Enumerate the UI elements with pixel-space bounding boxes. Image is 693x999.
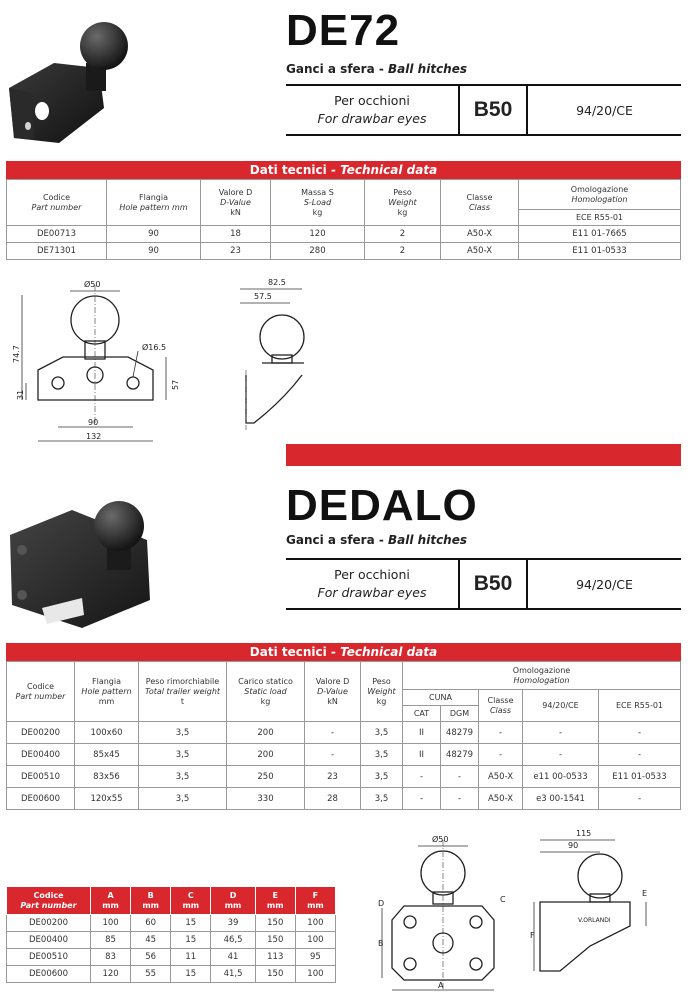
de72-spec-box — [286, 84, 681, 136]
de72-th-ece: ECE R55-01 — [519, 210, 681, 226]
header-label: Classe — [466, 192, 493, 202]
table-cell: 100x60 — [75, 722, 139, 744]
dedalo-dim-d: D — [378, 899, 385, 908]
dedalo-th-static — [227, 662, 305, 722]
header-label: D — [229, 890, 237, 900]
table-cell: 200 — [227, 744, 305, 766]
header-label: Homologation — [571, 194, 628, 204]
de72-dim-ball: Ø50 — [84, 280, 101, 289]
header-label: mm — [98, 696, 115, 706]
de72-spec-class: B50 — [458, 86, 528, 134]
header-label: Part number — [20, 900, 77, 910]
dims-th-code — [7, 887, 91, 915]
table-cell: 23 — [305, 766, 361, 788]
table-cell: 250 — [227, 766, 305, 788]
dedalo-dim-e: E — [642, 889, 648, 898]
dedalo-th-class — [479, 690, 523, 722]
table-cell: - — [403, 766, 441, 788]
table-cell: 18 — [201, 226, 271, 243]
de72-table-title-it: Dati tecnici - — [249, 163, 341, 177]
table-row — [7, 949, 336, 966]
header-label: mm — [307, 900, 324, 910]
header-label: mm — [182, 900, 200, 910]
table-cell: - — [479, 744, 523, 766]
dedalo-th-trailer — [139, 662, 227, 722]
table-cell: 150 — [255, 966, 295, 983]
de72-tech-table — [6, 161, 681, 260]
de72-spec-directive: 94/20/CE — [576, 102, 633, 118]
table-cell: 95 — [295, 949, 335, 966]
table-cell: 280 — [271, 243, 365, 260]
dims-table — [6, 886, 336, 983]
dedalo-dim-ball: Ø50 — [432, 835, 449, 844]
table-cell: 3,5 — [361, 788, 403, 810]
table-cell: 46,5 — [211, 932, 255, 949]
de72-dim-w1: 90 — [88, 418, 99, 427]
dedalo-table-title-it: Dati tecnici - — [249, 645, 341, 659]
dims-th-f — [295, 887, 335, 915]
dedalo-brand: V.ORLANDI — [578, 917, 611, 924]
table-cell: 120 — [91, 966, 131, 983]
table-cell: 48279 — [441, 722, 479, 744]
dims-th-d — [211, 887, 255, 915]
table-cell: 60 — [131, 915, 171, 932]
header-label: kN — [327, 696, 338, 706]
dedalo-drawing-front — [376, 828, 526, 996]
header-label: D-Value — [220, 197, 251, 207]
table-cell: 3,5 — [361, 744, 403, 766]
de72-dim-s2: 57.5 — [254, 292, 272, 301]
table-cell: e3 00-1541 — [523, 788, 599, 810]
de72-drawing-side — [232, 275, 332, 435]
table-cell: 83x56 — [75, 766, 139, 788]
header-label: Total trailer weight — [144, 686, 221, 696]
table-cell: - — [305, 744, 361, 766]
dedalo-dim-s2: 90 — [568, 841, 579, 850]
table-cell: 100 — [295, 966, 335, 983]
de72-table — [6, 179, 681, 260]
table-cell: 23 — [201, 243, 271, 260]
table-cell: DE00510 — [7, 766, 75, 788]
header-label: B — [147, 890, 154, 900]
table-cell: 3,5 — [361, 722, 403, 744]
header-label: Codice — [26, 681, 55, 691]
de72-product-photo — [4, 8, 154, 148]
dedalo-spec-en: For drawbar eyes — [317, 585, 427, 600]
dedalo-th-dgm: DGM — [441, 706, 479, 722]
table-cell: 55 — [131, 966, 171, 983]
header-label: mm — [142, 900, 160, 910]
dedalo-subtitle-en: Ball hitches — [388, 533, 468, 547]
dedalo-th-dval — [305, 662, 361, 722]
header-label: kg — [376, 696, 387, 706]
dims-th-e — [255, 887, 295, 915]
header-label: Omologazione — [570, 184, 629, 194]
table-row — [7, 226, 681, 243]
table-cell: 150 — [255, 915, 295, 932]
table-cell: A50-X — [441, 226, 519, 243]
dedalo-dim-a: A — [438, 981, 444, 990]
header-label: Massa S — [301, 187, 334, 197]
table-cell: 2 — [365, 243, 441, 260]
header-label: Flangia — [139, 192, 168, 202]
header-label: Weight — [388, 197, 417, 207]
header-label: Class — [468, 202, 491, 212]
dedalo-th-dir: 94/20/CE — [523, 690, 599, 722]
table-cell: 45 — [131, 932, 171, 949]
header-label: Carico statico — [238, 676, 293, 686]
de72-dim-hole: Ø16.5 — [142, 343, 167, 352]
dedalo-th-homol — [403, 662, 681, 690]
table-cell: 56 — [131, 949, 171, 966]
header-label: kg — [397, 207, 408, 217]
table-cell: - — [441, 788, 479, 810]
de72-th-dval — [201, 180, 271, 226]
table-cell: 41 — [211, 949, 255, 966]
header-label: Codice — [42, 192, 71, 202]
table-cell: 2 — [365, 226, 441, 243]
dedalo-dims-table — [6, 886, 336, 983]
table-cell: E11 01-0533 — [519, 243, 681, 260]
table-cell: - — [523, 744, 599, 766]
table-cell: II — [403, 722, 441, 744]
dedalo-spec-eyes — [286, 560, 458, 608]
header-label: Classe — [487, 695, 514, 705]
table-cell: A50-X — [479, 788, 523, 810]
table-cell: 15 — [171, 932, 211, 949]
de72-spec-en: For drawbar eyes — [317, 111, 427, 126]
de72-spec-it: Per occhioni — [334, 93, 410, 108]
dedalo-spec-it: Per occhioni — [334, 567, 410, 582]
table-cell: 90 — [107, 226, 201, 243]
table-cell: E11 01-7665 — [519, 226, 681, 243]
table-cell: 330 — [227, 788, 305, 810]
header-label: Omologazione — [512, 665, 571, 675]
table-cell: DE71301 — [7, 243, 107, 260]
dedalo-dim-b: B — [378, 939, 384, 948]
header-label: Homologation — [513, 675, 570, 685]
dedalo-table-banner — [6, 643, 681, 661]
table-cell: 3,5 — [139, 744, 227, 766]
table-cell: DE00600 — [7, 966, 91, 983]
de72-dim-h3: 57 — [171, 379, 180, 390]
dedalo-table — [6, 661, 681, 810]
header-label: D-Value — [317, 686, 348, 696]
table-cell: 39 — [211, 915, 255, 932]
table-cell: 100 — [91, 915, 131, 932]
header-label: A — [107, 890, 114, 900]
table-cell: 41,5 — [211, 966, 255, 983]
table-cell: - — [305, 722, 361, 744]
table-cell: - — [599, 788, 681, 810]
de72-th-code — [7, 180, 107, 226]
dedalo-th-flange — [75, 662, 139, 722]
header-label: mm — [102, 900, 119, 910]
table-cell: II — [403, 744, 441, 766]
dedalo-th-ece: ECE R55-01 — [599, 690, 681, 722]
de72-dim-h1: 74.7 — [12, 345, 21, 363]
table-cell: - — [599, 744, 681, 766]
table-row — [7, 915, 336, 932]
table-cell: A50-X — [479, 766, 523, 788]
dedalo-table-title-en: Technical data — [340, 645, 438, 659]
header-label: kg — [260, 696, 271, 706]
table-cell: DE00713 — [7, 226, 107, 243]
table-cell: 100 — [295, 915, 335, 932]
de72-drawing-front — [8, 275, 188, 450]
header-label: Peso — [393, 187, 412, 197]
table-cell: DE00510 — [7, 949, 91, 966]
header-label: Valore D — [218, 187, 253, 197]
header-label: Peso rimorchiabile — [145, 676, 220, 686]
table-cell: DE00400 — [7, 932, 91, 949]
de72-subtitle — [286, 62, 467, 76]
dedalo-subtitle-it: Ganci a sfera - — [286, 533, 389, 547]
table-cell: - — [403, 788, 441, 810]
table-cell: DE00400 — [7, 744, 75, 766]
header-label: Flangia — [92, 676, 121, 686]
header-label: E — [272, 890, 278, 900]
dedalo-tech-table — [6, 643, 681, 810]
header-label: Peso — [372, 676, 391, 686]
header-label: kg — [312, 207, 323, 217]
header-label: Static load — [244, 686, 287, 696]
table-cell: - — [441, 766, 479, 788]
table-cell: 3,5 — [139, 788, 227, 810]
dedalo-th-cuna: CUNA — [403, 690, 479, 706]
dedalo-dim-s1: 115 — [576, 829, 592, 838]
section-divider — [286, 444, 681, 466]
header-label: mm — [266, 900, 284, 910]
table-row — [7, 788, 681, 810]
table-row — [7, 722, 681, 744]
table-cell: 3,5 — [361, 766, 403, 788]
table-cell: 15 — [171, 915, 211, 932]
de72-table-title-en: Technical data — [340, 163, 438, 177]
de72-th-flange — [107, 180, 201, 226]
dedalo-spec-class: B50 — [458, 560, 528, 608]
dedalo-th-weight — [361, 662, 403, 722]
header-label: Part number — [31, 202, 82, 212]
table-cell: DE00200 — [7, 915, 91, 932]
header-label: S-Load — [303, 197, 332, 207]
table-cell: 100 — [295, 932, 335, 949]
dedalo-product-photo — [2, 490, 157, 630]
dims-th-b — [131, 887, 171, 915]
table-cell: 11 — [171, 949, 211, 966]
dedalo-dim-c: C — [500, 895, 506, 904]
header-label: Hole pattern mm — [119, 202, 188, 212]
de72-subtitle-it: Ganci a sfera - — [286, 62, 389, 76]
dims-th-c — [171, 887, 211, 915]
table-cell: 48279 — [441, 744, 479, 766]
header-label: C — [187, 890, 194, 900]
table-cell: 85 — [91, 932, 131, 949]
table-cell: 150 — [255, 932, 295, 949]
dedalo-subtitle — [286, 533, 467, 547]
dedalo-th-cat: CAT — [403, 706, 441, 722]
header-label: kN — [230, 207, 241, 217]
de72-th-homol — [519, 180, 681, 210]
dedalo-drawing-side — [530, 826, 665, 996]
table-cell: E11 01-0533 — [599, 766, 681, 788]
table-cell: 120x55 — [75, 788, 139, 810]
table-cell: 3,5 — [139, 722, 227, 744]
table-cell: 85x45 — [75, 744, 139, 766]
de72-spec-eyes — [286, 86, 458, 134]
table-cell: A50-X — [441, 243, 519, 260]
dedalo-th-code — [7, 662, 75, 722]
header-label: Codice — [33, 890, 64, 900]
de72-table-banner — [6, 161, 681, 179]
table-row — [7, 243, 681, 260]
table-cell: 90 — [107, 243, 201, 260]
header-label: mm — [224, 900, 242, 910]
dedalo-spec-directive: 94/20/CE — [576, 576, 633, 592]
header-label: Hole pattern — [81, 686, 132, 696]
table-row — [7, 966, 336, 983]
table-cell: e11 00-0533 — [523, 766, 599, 788]
table-row — [7, 932, 336, 949]
de72-th-mass — [271, 180, 365, 226]
de72-th-class — [441, 180, 519, 226]
dedalo-spec-box — [286, 558, 681, 610]
dedalo-dim-f: F — [530, 931, 535, 940]
de72-th-weight — [365, 180, 441, 226]
table-cell: 113 — [255, 949, 295, 966]
de72-dim-h2: 31 — [16, 389, 25, 400]
table-cell: DE00600 — [7, 788, 75, 810]
table-cell: 28 — [305, 788, 361, 810]
header-label: Part number — [15, 691, 66, 701]
table-cell: DE00200 — [7, 722, 75, 744]
table-cell: 120 — [271, 226, 365, 243]
de72-dim-s1: 82.5 — [268, 278, 286, 287]
dims-th-a — [91, 887, 131, 915]
table-cell: 3,5 — [139, 766, 227, 788]
header-label: Valore D — [315, 676, 350, 686]
table-cell: 15 — [171, 966, 211, 983]
table-cell: 83 — [91, 949, 131, 966]
table-cell: - — [479, 722, 523, 744]
table-row — [7, 766, 681, 788]
de72-subtitle-en: Ball hitches — [388, 62, 468, 76]
header-label: Class — [489, 705, 512, 715]
de72-title: DE72 — [286, 6, 401, 55]
table-cell: - — [523, 722, 599, 744]
header-label: Weight — [367, 686, 396, 696]
de72-dim-w2: 132 — [86, 432, 102, 441]
table-cell: 200 — [227, 722, 305, 744]
header-label: t — [180, 696, 185, 706]
header-label: F — [312, 890, 319, 900]
table-cell: - — [599, 722, 681, 744]
table-row — [7, 744, 681, 766]
dedalo-title: DEDALO — [286, 481, 478, 530]
